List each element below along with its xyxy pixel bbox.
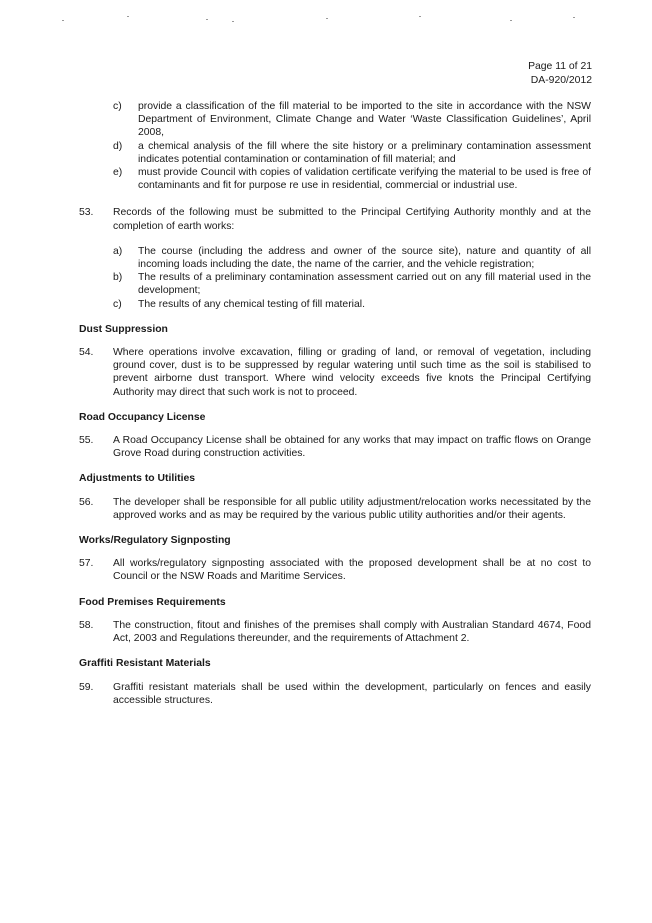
condition-text: All works/regulatory signposting associated with the proposed development shall be at no cost to Council or the NSW Roads and Maritime Services. <box>113 558 591 583</box>
condition-number: 56. <box>79 496 94 508</box>
condition-53 <box>79 206 591 232</box>
condition-number: 54. <box>79 347 94 359</box>
list-item-text: provide a classification of the fill material to be imported to the site in accordance with the NSW Department of Environment, Climate Change and Water ‘Waste Classification Guidelines’, April 2008, <box>138 101 591 139</box>
condition-text: The construction, fitout and finishes of the premises shall comply with Australian Standard 4674, Food Act, 2003 and Regulations thereunder, and the requirements of Attachment 2. <box>113 619 591 645</box>
list-item <box>113 140 591 166</box>
condition-57 <box>79 557 591 583</box>
list-item-text: The results of any chemical testing of fill material. <box>138 298 365 310</box>
section-heading-food: Food Premises Requirements <box>79 596 226 608</box>
condition-59 <box>79 681 591 707</box>
condition-text: The developer shall be responsible for all public utility adjustment/relocation works necessitated by the approved works and as may be required by the various public utility authorities and/or their agents. <box>113 496 591 521</box>
condition-number: 53. <box>79 207 94 219</box>
section-heading-graffiti: Graffiti Resistant Materials <box>79 658 211 670</box>
page-number: Page 11 of 21 <box>528 61 592 72</box>
list-marker: c) <box>113 101 122 112</box>
list-item-text: The course (including the address and owner of the source site), nature and quantity of all incoming loads including the date, the name of the carrier, and the vehicle registration; <box>138 245 591 271</box>
list-item-text: a chemical analysis of the fill where the site history or a preliminary contamination assessment indicates potential contamination or contamination of fill material; and <box>138 140 591 165</box>
records-sublist <box>113 245 591 311</box>
condition-56 <box>79 496 591 522</box>
section-heading-road: Road Occupancy License <box>79 411 206 423</box>
list-item <box>113 245 591 271</box>
condition-number: 55. <box>79 435 94 447</box>
condition-number: 58. <box>79 619 94 631</box>
section-heading-signposting: Works/Regulatory Signposting <box>79 535 231 547</box>
condition-text: Records of the following must be submitted to the Principal Certifying Authority monthly and at the completion of earth works: <box>113 207 591 232</box>
condition-text: Graffiti resistant materials shall be used within the development, particularly on fences and easily accessible structures. <box>113 681 591 706</box>
page-header <box>528 60 592 87</box>
condition-55 <box>79 434 591 460</box>
condition-58 <box>79 619 591 645</box>
document-reference: DA-920/2012 <box>530 74 592 86</box>
list-marker: c) <box>113 298 122 310</box>
continued-sublist <box>113 100 591 192</box>
list-item-text: must provide Council with copies of validation certificate verifying the material to be used is free of contaminants and fit for purpose re use in residential, commercial or industrial use. <box>138 167 591 192</box>
condition-number: 59. <box>79 681 94 693</box>
list-item <box>113 100 591 140</box>
list-marker: a) <box>113 245 123 257</box>
section-heading-utilities: Adjustments to Utilities <box>79 473 196 485</box>
page-content <box>79 100 591 707</box>
condition-text: Where operations involve excavation, filling or grading of land, or removal of vegetation, including ground cover, dust is to be suppressed by regular watering until such time as the soil is stabilised to prevent airborne dust transport. Where wind velocity exceeds five knots the Principal Certifying Authority may direct that such work is not to proceed. <box>113 347 591 398</box>
condition-text: A Road Occupancy License shall be obtained for any works that may impact on traffic flows on Orange Grove Road during construction activities. <box>113 435 591 460</box>
list-marker: e) <box>113 167 123 179</box>
list-item <box>113 271 591 297</box>
list-marker: d) <box>113 140 123 152</box>
list-marker: b) <box>113 272 123 284</box>
list-item-text: The results of a preliminary contamination assessment carried out on any fill material used in the development; <box>138 272 591 297</box>
condition-number: 57. <box>79 558 94 570</box>
list-item <box>113 298 591 311</box>
list-item <box>113 166 591 192</box>
condition-54 <box>79 346 591 399</box>
section-heading-dust: Dust Suppression <box>79 323 168 335</box>
